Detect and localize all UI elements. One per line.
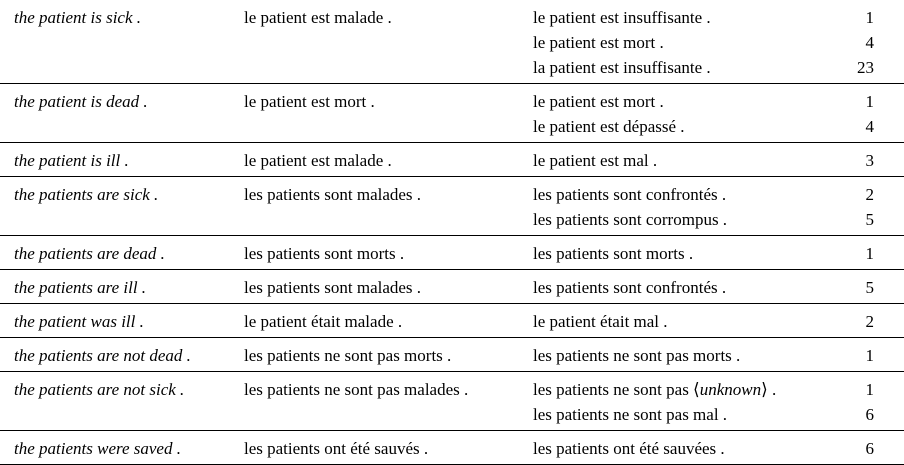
reference-translation: le patient est mort . xyxy=(244,92,375,111)
rank-value: 5 xyxy=(865,210,874,229)
rank-value: 4 xyxy=(865,117,874,136)
table-row xyxy=(0,182,904,207)
rank-value: 1 xyxy=(865,244,874,263)
table-row-group xyxy=(0,143,904,177)
model-output: le patient était mal . xyxy=(533,312,668,331)
model-output: les patients sont confrontés . xyxy=(533,185,727,204)
reference-translation: les patients ont été sauvés . xyxy=(244,439,429,458)
unknown-token: unknown xyxy=(699,380,762,399)
table-row xyxy=(0,275,904,300)
rank-value: 5 xyxy=(865,278,874,297)
source-sentence: the patients are dead . xyxy=(14,244,165,263)
table-row xyxy=(0,30,904,55)
source-sentence: the patient was ill . xyxy=(14,312,144,331)
table-row-group xyxy=(0,0,904,84)
source-sentence: the patient is ill . xyxy=(14,151,129,170)
table-row xyxy=(0,436,904,461)
reference-translation: le patient était malade . xyxy=(244,312,403,331)
rank-value: 2 xyxy=(865,312,874,331)
table-row xyxy=(0,402,904,427)
table-row-group xyxy=(0,270,904,304)
rank-value: 3 xyxy=(865,151,874,170)
table-row-group xyxy=(0,304,904,338)
output-suffix: ⟩ . xyxy=(761,380,777,399)
table-row xyxy=(0,89,904,114)
rank-value: 4 xyxy=(865,33,874,52)
source-sentence: the patients are sick . xyxy=(14,185,159,204)
rank-value: 1 xyxy=(865,380,874,399)
table-row-group xyxy=(0,84,904,143)
source-sentence: the patients are not dead . xyxy=(14,346,191,365)
source-sentence: the patient is sick . xyxy=(14,8,142,27)
model-output: le patient est mal . xyxy=(533,151,658,170)
table-row xyxy=(0,343,904,368)
source-sentence: the patients were saved . xyxy=(14,439,181,458)
rank-value: 1 xyxy=(865,346,874,365)
model-output: les patients sont morts . xyxy=(533,244,694,263)
model-output: le patient est dépassé . xyxy=(533,117,685,136)
rank-value: 6 xyxy=(865,439,874,458)
reference-translation: les patients ne sont pas morts . xyxy=(244,346,452,365)
rank-value: 2 xyxy=(865,185,874,204)
source-sentence: the patients are ill . xyxy=(14,278,147,297)
rank-value: 1 xyxy=(865,92,874,111)
table-row xyxy=(0,5,904,30)
model-output: le patient est mort . xyxy=(533,92,664,111)
model-output: les patients ne sont pas mal . xyxy=(533,405,728,424)
reference-translation: le patient est malade . xyxy=(244,151,392,170)
table-row-group xyxy=(0,338,904,372)
table-row-group xyxy=(0,177,904,236)
model-output: la patient est insuffisante . xyxy=(533,58,711,77)
rank-value: 1 xyxy=(865,8,874,27)
model-output: le patient est insuffisante . xyxy=(533,8,711,27)
model-output: les patients sont confrontés . xyxy=(533,278,727,297)
model-output: le patient est mort . xyxy=(533,33,664,52)
source-sentence: the patient is dead . xyxy=(14,92,148,111)
model-output: les patients sont corrompus . xyxy=(533,210,728,229)
table-row xyxy=(0,309,904,334)
model-output: les patients ont été sauvées . xyxy=(533,439,725,458)
table-row xyxy=(0,241,904,266)
reference-translation: le patient est malade . xyxy=(244,8,392,27)
rank-value: 23 xyxy=(857,58,874,77)
output-prefix: les patients ne sont pas ⟨ xyxy=(533,380,700,399)
source-sentence: the patients are not sick . xyxy=(14,380,185,399)
table-row xyxy=(0,377,904,402)
table-row-group xyxy=(0,372,904,431)
model-output xyxy=(533,377,776,402)
table-row-group xyxy=(0,236,904,270)
table-row xyxy=(0,55,904,80)
reference-translation: les patients sont malades . xyxy=(244,278,422,297)
table-row xyxy=(0,148,904,173)
reference-translation: les patients ne sont pas malades . xyxy=(244,380,469,399)
reference-translation: les patients sont malades . xyxy=(244,185,422,204)
reference-translation: les patients sont morts . xyxy=(244,244,405,263)
table-row xyxy=(0,207,904,232)
rank-value: 6 xyxy=(865,405,874,424)
model-output: les patients ne sont pas morts . xyxy=(533,346,741,365)
table-row-group xyxy=(0,431,904,465)
table-row xyxy=(0,114,904,139)
